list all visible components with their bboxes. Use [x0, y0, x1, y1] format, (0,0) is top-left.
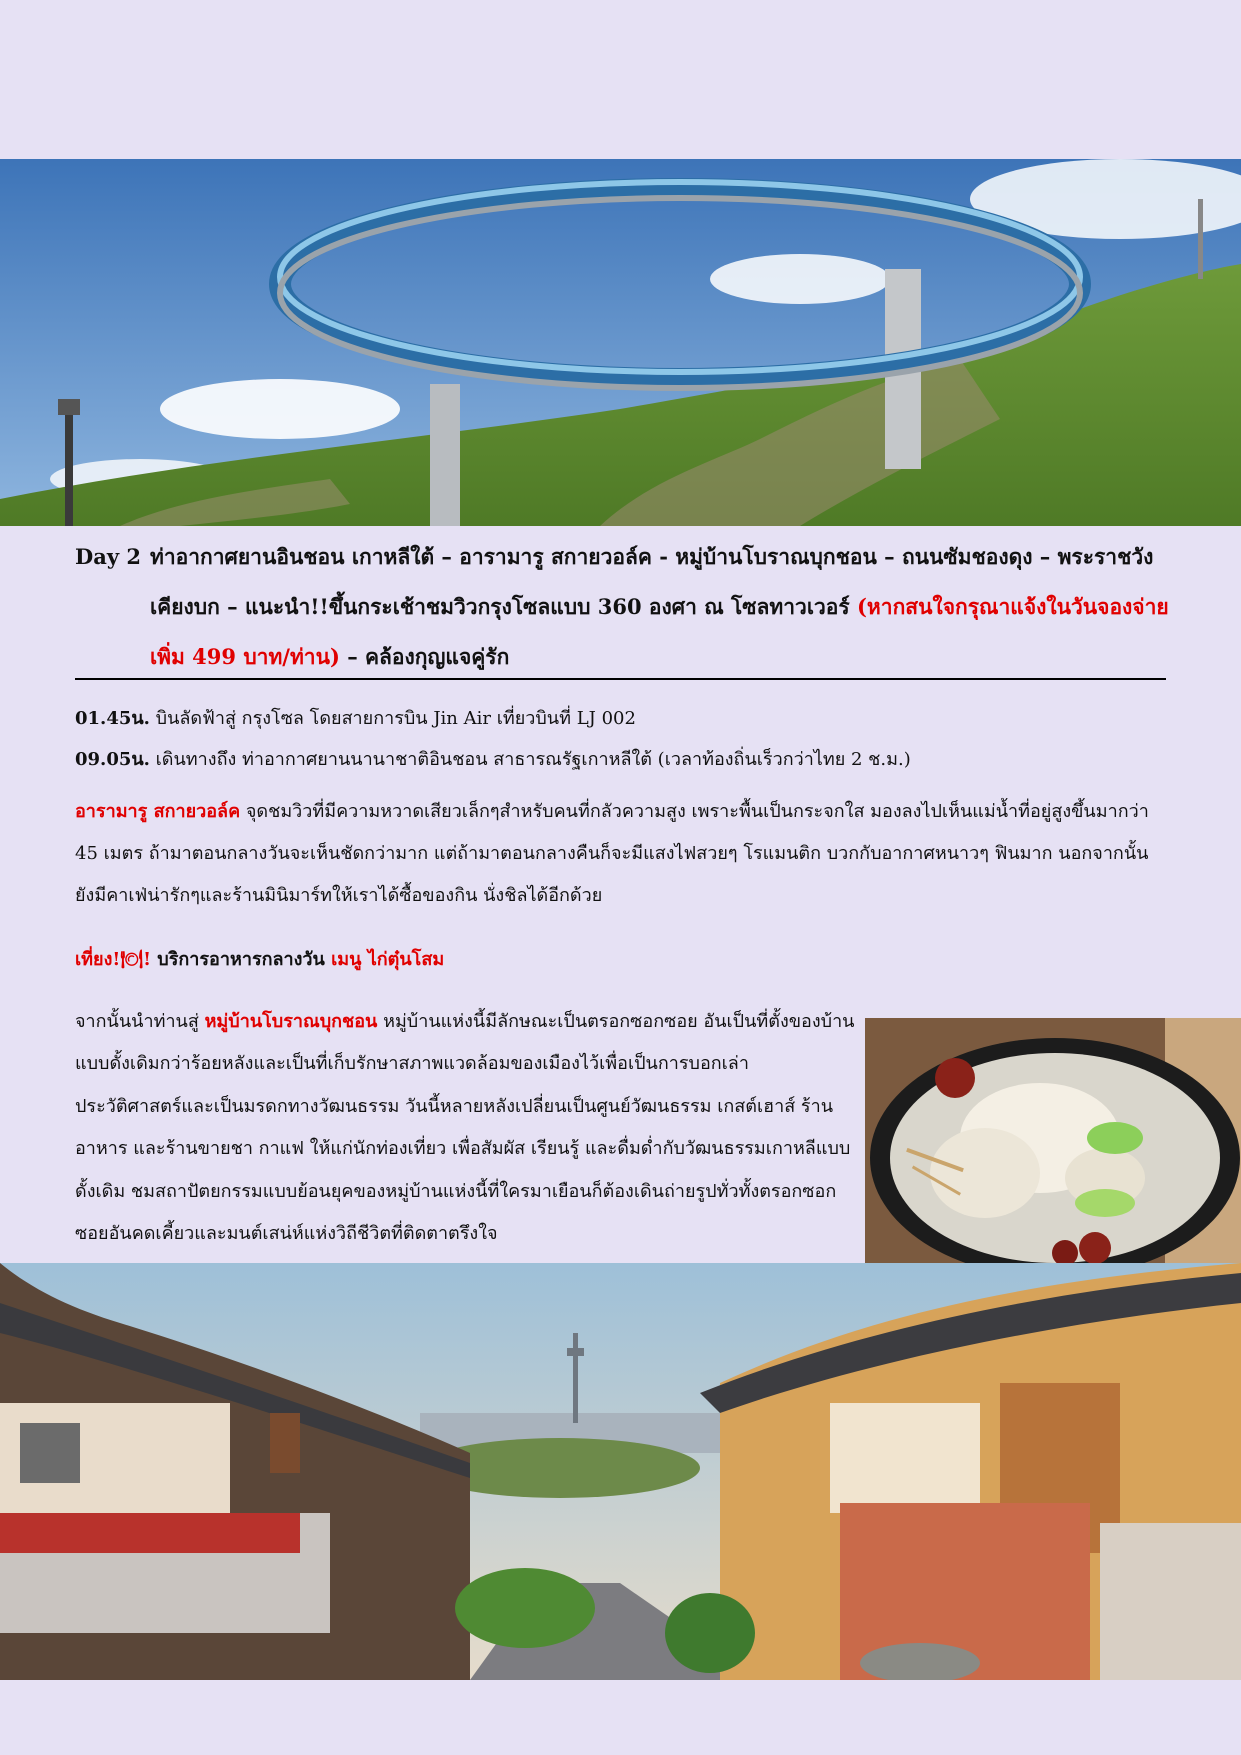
lunch-text: บริการอาหารกลางวัน — [151, 949, 332, 970]
ginseng-chicken-soup-photo — [865, 1018, 1241, 1263]
day-title-part2: – คล้องกุญแจคู่รัก — [339, 644, 510, 669]
day-header — [75, 532, 1170, 682]
bukchon-intro: จากนั้นนำท่านสู่ — [75, 1011, 205, 1032]
bukchon-hanok-village-photo — [0, 1263, 1241, 1680]
skywalk-photo — [0, 159, 1241, 526]
day-title-part1: ท่าอากาศยานอินชอน เกาหลีใต้ – อารามารู สกายวอล์ค - หมู่บ้านโบราณบุกชอน – ถนนซัมชองดุง – พระราชวังเคียงบก – แนะนำ!!ขึ้นกระเช้าชมวิวกรุงโซลแบบ 360 องศา ณ โซลทาวเวอร์ — [150, 544, 1154, 619]
schedule-item — [75, 744, 911, 773]
header-divider — [75, 678, 1166, 680]
schedule-item — [75, 703, 636, 732]
lunch-menu: เมนู ไก่ตุ๋นโสม — [331, 949, 445, 970]
bukchon-paragraph — [75, 1001, 855, 1255]
lunch-label: เที่ยง — [75, 949, 113, 970]
meal-icon: !🍽! — [112, 949, 152, 970]
day-label: Day 2 — [75, 544, 141, 569]
schedule-time: 01.45น. — [75, 708, 150, 729]
lunch-line — [75, 944, 444, 973]
aramaru-text: จุดชมวิวที่มีความหวาดเสียวเล็กๆสำหรับคนที่กลัวความสูง เพราะพื้นเป็นกระจกใส มองลงไปเห็นแม่น้ำที่อยู่สูงขึ้นมากว่า 45 เมตร ถ้ามาตอนกลางวันจะเห็นชัดกว่ามาก แต่ถ้ามาตอนกลางคืนก็จะมีแสงไฟสวยๆ โรแมนติก บวกกับอากาศหนาวๆ ฟินมาก นอกจากนั้น ยังมีคาเฟ่น่ารักๆและร้านมินิมาร์ทให้เราได้ซื้อของกิน นั่งชิลได้อีกด้วย — [75, 801, 1149, 906]
schedule-text: บินลัดฟ้าสู่ กรุงโซล โดยสายการบิน Jin Air เที่ยวบินที่ LJ 002 — [149, 708, 636, 729]
schedule-time: 09.05น. — [75, 749, 150, 770]
schedule-text: เดินทางถึง ท่าอากาศยานนานาชาติอินชอน สาธารณรัฐเกาหลีใต้ (เวลาท้องถิ่นเร็วกว่าไทย 2 ช.ม.) — [149, 749, 911, 770]
day-title — [150, 532, 1170, 682]
aramaru-paragraph — [75, 791, 1165, 917]
day-title-price-note: (หากสนใจกรุณาแจ้งในวันจองจ่ายเพิ่ม 499 บาท/ท่าน) — [150, 594, 1169, 669]
bukchon-text: หมู่บ้านแห่งนี้มีลักษณะเป็นตรอกซอกซอย อันเป็นที่ตั้งของบ้านแบบดั้งเดิมกว่าร้อยหลังและเป็นที่เก็บรักษาสภาพแวดล้อมของเมืองไว้เพื่อเป็นการบอกเล่าประวัติศาสตร์และเป็นมรดกทางวัฒนธรรม วันนี้หลายหลังเปลี่ยนเป็นศูนย์วัฒนธรรม เกสต์เฮาส์ ร้านอาหาร และร้านขายชา กาแฟ ให้แก่นักท่องเที่ยว เพื่อสัมผัส เรียนรู้ และดื่มด่ำกับวัฒนธรรมเกาหลีแบบดั้งเดิม ชมสถาปัตยกรรมแบบย้อนยุคของหมู่บ้านแห่งนี้ที่ใครมาเยือนก็ต้องเดินถ่ายรูปทั่วทั้งตรอกซอกซอยอันคดเคี้ยวและมนต์เสน่ห์แห่งวิถีชีวิตที่ติดตาตรึงใจ — [75, 1011, 855, 1245]
aramaru-name: อารามารู สกายวอล์ค — [75, 801, 241, 822]
bukchon-name: หมู่บ้านโบราณบุกชอน — [204, 1011, 378, 1032]
